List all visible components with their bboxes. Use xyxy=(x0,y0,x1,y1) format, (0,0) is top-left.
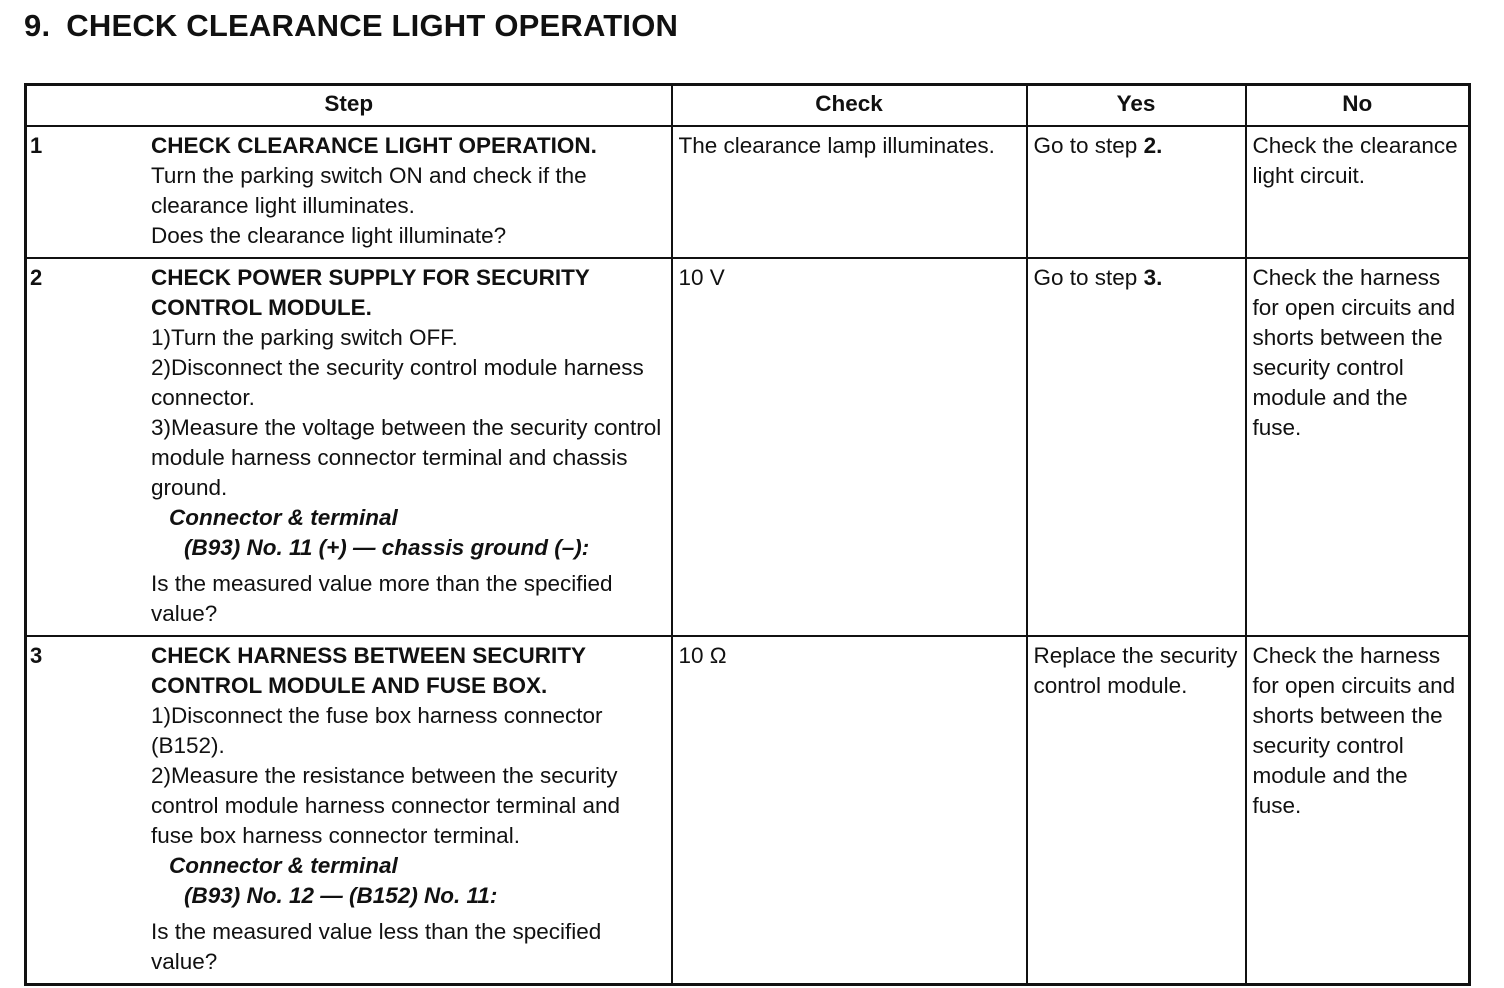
yes-step-ref: 3. xyxy=(1143,265,1163,290)
yes-action xyxy=(1028,259,1245,299)
connector-terminal: (B93) No. 11 (+) — chassis ground (–): xyxy=(184,535,590,560)
step-instruction: Turn the parking switch ON and check if the clearance light illuminates. xyxy=(151,163,587,218)
no-cell xyxy=(1246,258,1470,636)
no-action: Check the harness for open circuits and shorts between the security control module and the fuse. xyxy=(1252,265,1456,440)
connector-label: Connector & terminal xyxy=(169,505,398,530)
header-step: Step xyxy=(26,85,672,127)
section-heading xyxy=(24,8,678,44)
yes-action xyxy=(1028,127,1245,167)
yes-cell xyxy=(1027,636,1246,985)
step-number: 3 xyxy=(30,643,43,668)
check-cell xyxy=(672,636,1027,985)
no-cell xyxy=(1246,636,1470,985)
no-cell xyxy=(1246,126,1470,258)
step-title: CHECK CLEARANCE LIGHT OPERATION. xyxy=(151,133,597,158)
table-row xyxy=(26,258,1470,636)
step-question: Does the clearance light illuminate? xyxy=(151,223,507,248)
step-cell xyxy=(26,258,672,636)
header-no: No xyxy=(1246,85,1470,127)
connector-terminal: (B93) No. 12 — (B152) No. 11: xyxy=(184,883,498,908)
section-title: CHECK CLEARANCE LIGHT OPERATION xyxy=(66,8,679,43)
step-instruction: 1)Turn the parking switch OFF. xyxy=(151,325,458,350)
check-cell xyxy=(672,126,1027,258)
yes-step-ref: 2. xyxy=(1143,133,1163,158)
step-question: Is the measured value more than the specified value? xyxy=(151,571,613,626)
check-value: The clearance lamp illuminates. xyxy=(678,133,995,158)
yes-action: Replace the security control module. xyxy=(1033,643,1238,698)
check-value: 10 Ω xyxy=(678,643,727,668)
no-action: Check the clearance light circuit. xyxy=(1252,133,1458,188)
check-value: 10 V xyxy=(678,265,725,290)
step-instruction: 2)Disconnect the security control module harness connector. xyxy=(151,355,644,410)
table-row xyxy=(26,126,1470,258)
yes-prefix: Go to step xyxy=(1033,265,1144,290)
step-title: CHECK HARNESS BETWEEN SECURITY CONTROL MODULE AND FUSE BOX. xyxy=(151,643,586,698)
step-cell xyxy=(26,126,672,258)
step-cell xyxy=(26,636,672,985)
header-check: Check xyxy=(672,85,1027,127)
connector-label: Connector & terminal xyxy=(169,853,398,878)
step-instruction: 2)Measure the resistance between the security control module harness connector terminal and fuse box harness connector terminal. xyxy=(151,763,621,848)
header-yes: Yes xyxy=(1027,85,1246,127)
step-number: 2 xyxy=(30,265,43,290)
section-number: 9. xyxy=(24,8,51,43)
table-row xyxy=(26,636,1470,985)
yes-cell xyxy=(1027,258,1246,636)
diagnostic-table xyxy=(24,83,1471,986)
step-title: CHECK POWER SUPPLY FOR SECURITY CONTROL MODULE. xyxy=(151,265,590,320)
no-action: Check the harness for open circuits and shorts between the security control module and the fuse. xyxy=(1252,643,1456,818)
step-number: 1 xyxy=(30,133,43,158)
table-header-row xyxy=(26,85,1470,127)
check-cell xyxy=(672,258,1027,636)
yes-cell xyxy=(1027,126,1246,258)
step-instruction: 3)Measure the voltage between the security control module harness connector terminal and chassis ground. xyxy=(151,415,662,500)
yes-prefix: Go to step xyxy=(1033,133,1144,158)
step-instruction: 1)Disconnect the fuse box harness connector (B152). xyxy=(151,703,603,758)
step-question: Is the measured value less than the specified value? xyxy=(151,919,602,974)
